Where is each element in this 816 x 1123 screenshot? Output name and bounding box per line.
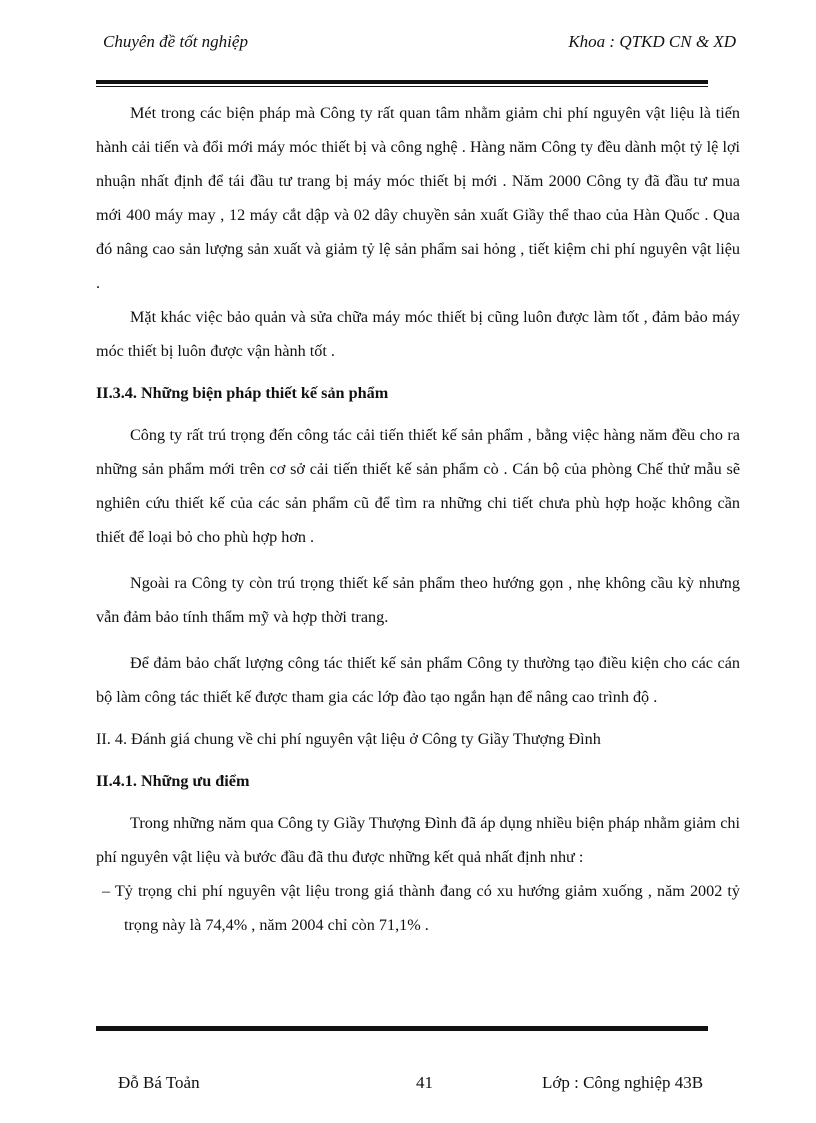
bullet-item-1: – Tỷ trọng chi phí nguyên vật liệu trong giá thành đang có xu hướng giảm xuống , năm 2002 tỷ trọng này là 74,4% , năm 2004 chỉ còn 71,1% . xyxy=(102,882,740,934)
paragraph-1: Mét trong các biện pháp mà Công ty rất quan tâm nhằm giảm chi phí nguyên vật liệu là tiến hành cải tiến và đổi mới máy móc thiết bị và công nghệ . Hàng năm Công ty đều dành một tỷ lệ lợi nhuận nhất định để tái đầu tư trang bị máy móc thiết bị mới . Năm 2000 Công ty đã đầu tư mua mới 400 máy may , 12 máy cắt dập và 02 dây chuyền sản xuất Giầy thể thao của Hàn Quốc . Qua đó nâng cao sản lượng sản xuất và giảm tỷ lệ sản phẩm sai hỏng , tiết kiệm chi phí nguyên vật liệu . xyxy=(96,104,740,292)
paragraph-4: Ngoài ra Công ty còn trú trọng thiết kế sản phẩm theo hướng gọn , nhẹ không cầu kỳ nhưng vẫn đảm bảo tính thẩm mỹ và hợp thời trang. xyxy=(96,574,740,626)
header-divider xyxy=(96,80,708,87)
document-body xyxy=(96,96,740,942)
section-heading-3-4: II.3.4. Những biện pháp thiết kế sản phẩm xyxy=(96,384,389,402)
footer-class: Lớp : Công nghiệp 43B xyxy=(542,1073,704,1092)
section-heading-4-1: II.4.1. Những ưu điểm xyxy=(96,772,250,790)
header-right: Khoa : QTKD CN & XD xyxy=(568,32,736,51)
paragraph-2: Mặt khác việc bảo quản và sửa chữa máy móc thiết bị cũng luôn được làm tốt , đảm bảo máy móc thiết bị luôn được vận hành tốt . xyxy=(96,308,740,360)
paragraph-6: Trong những năm qua Công ty Giầy Thượng Đình đã áp dụng nhiều biện pháp nhằm giảm chi phí nguyên vật liệu và bước đầu đã thu được những kết quả nhất định như : xyxy=(96,814,740,866)
paragraph-3: Công ty rất trú trọng đến công tác cải tiến thiết kế sản phẩm , bằng việc hàng năm đều cho ra những sản phẩm mới trên cơ sở cải tiến thiết kế sản phẩm cò . Cán bộ của phòng Chế thử mẫu sẽ nghiên cứu thiết kế của các sản phẩm cũ để tìm ra những chi tiết chưa phù hợp hoặc không cần thiết để loại bỏ cho phù hợp hơn . xyxy=(96,426,740,546)
footer-author: Đỗ Bá Toản xyxy=(118,1073,200,1092)
page-number: 41 xyxy=(416,1073,433,1092)
header-left: Chuyên đề tốt nghiệp xyxy=(103,32,248,51)
footer-divider xyxy=(96,1024,708,1031)
section-heading-4: II. 4. Đánh giá chung về chi phí nguyên vật liệu ở Công ty Giầy Thượng Đình xyxy=(96,730,601,748)
paragraph-5: Để đảm bảo chất lượng công tác thiết kế sản phẩm Công ty thường tạo điều kiện cho các cán bộ làm công tác thiết kế được tham gia các lớp đào tạo ngắn hạn để nâng cao trình độ . xyxy=(96,654,740,706)
